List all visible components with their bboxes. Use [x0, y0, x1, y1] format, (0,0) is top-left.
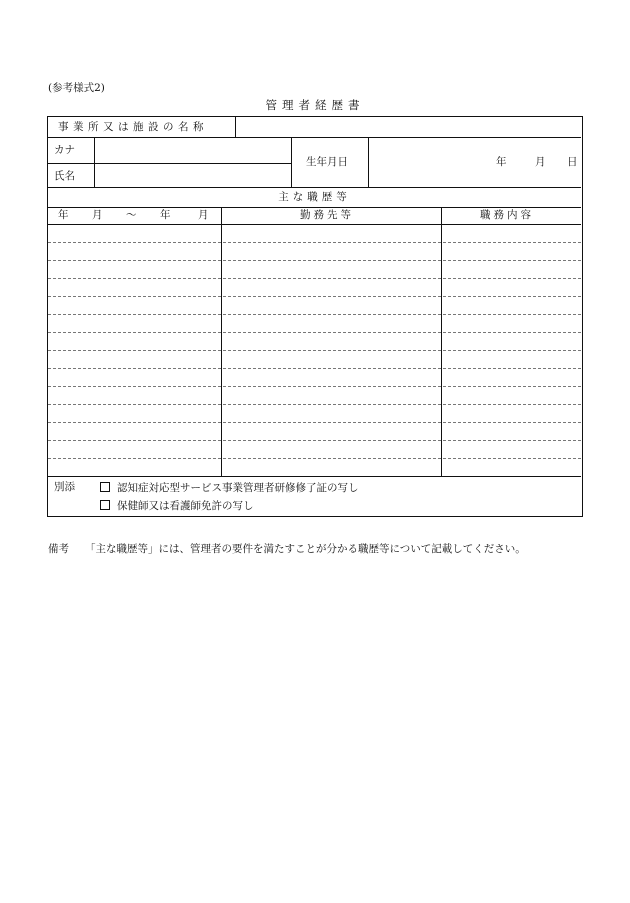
col-period-year2: 年	[160, 209, 171, 221]
career-row[interactable]	[48, 296, 581, 314]
attachment-label: 認知症対応型サービス事業管理者研修修了証の写し	[117, 482, 359, 494]
name-field[interactable]	[95, 164, 290, 186]
attachment-item-training-cert[interactable]	[100, 482, 359, 494]
col-duties-header: 職務内容	[480, 209, 534, 221]
row-divider	[48, 296, 581, 297]
row-divider	[48, 422, 581, 423]
birthdate-year-unit: 年	[496, 156, 507, 168]
remarks-label: 備考	[48, 543, 69, 555]
row-divider	[48, 314, 581, 315]
resume-form	[47, 116, 583, 517]
col-workplace-header: 勤務先等	[300, 209, 354, 221]
career-row[interactable]	[48, 440, 581, 458]
birthdate-label: 生年月日	[306, 156, 348, 168]
kana-label: カナ	[54, 144, 75, 156]
career-row[interactable]	[48, 422, 581, 440]
page-title: 管理者経歴書	[265, 98, 365, 112]
kana-field[interactable]	[95, 138, 290, 162]
facility-name-field[interactable]	[236, 118, 580, 136]
attachments-label: 別添	[54, 481, 75, 493]
attachment-item-nurse-license[interactable]	[100, 500, 254, 512]
col-period-year1: 年	[58, 209, 69, 221]
career-row[interactable]	[48, 224, 581, 242]
row-divider	[48, 404, 581, 405]
remarks-text: 「主な職歴等」には、管理者の要件を満たすことが分かる職歴等について記載してください。	[85, 543, 526, 555]
birthdate-field[interactable]	[369, 138, 580, 186]
checkbox-icon[interactable]	[100, 482, 110, 492]
row-divider	[48, 386, 581, 387]
row-divider	[48, 350, 581, 351]
career-row[interactable]	[48, 278, 581, 296]
row-divider	[48, 368, 581, 369]
career-row[interactable]	[48, 350, 581, 368]
career-row[interactable]	[48, 332, 581, 350]
career-row[interactable]	[48, 458, 581, 476]
career-row[interactable]	[48, 368, 581, 386]
row-divider	[48, 458, 581, 459]
row-divider	[48, 332, 581, 333]
career-section-header: 主な職歴等	[278, 191, 351, 203]
col-period-month1: 月	[92, 209, 103, 221]
col-period-tilde: ～	[126, 209, 137, 221]
birthdate-month-unit: 月	[535, 156, 546, 168]
row-divider	[48, 440, 581, 441]
col-period-month2: 月	[198, 209, 209, 221]
row-divider	[48, 260, 581, 261]
name-label: 氏名	[54, 170, 75, 182]
facility-name-label: 事業所又は施設の名称	[58, 121, 208, 133]
attachment-label: 保健師又は看護師免許の写し	[117, 500, 254, 512]
career-row[interactable]	[48, 386, 581, 404]
career-row[interactable]	[48, 242, 581, 260]
career-row[interactable]	[48, 404, 581, 422]
birthdate-day-unit: 日	[567, 156, 578, 168]
reference-format-label: (参考様式2)	[48, 82, 105, 94]
career-row[interactable]	[48, 314, 581, 332]
row-divider	[48, 278, 581, 279]
checkbox-icon[interactable]	[100, 500, 110, 510]
row-divider	[48, 242, 581, 243]
career-row[interactable]	[48, 260, 581, 278]
remarks-note	[48, 541, 526, 556]
